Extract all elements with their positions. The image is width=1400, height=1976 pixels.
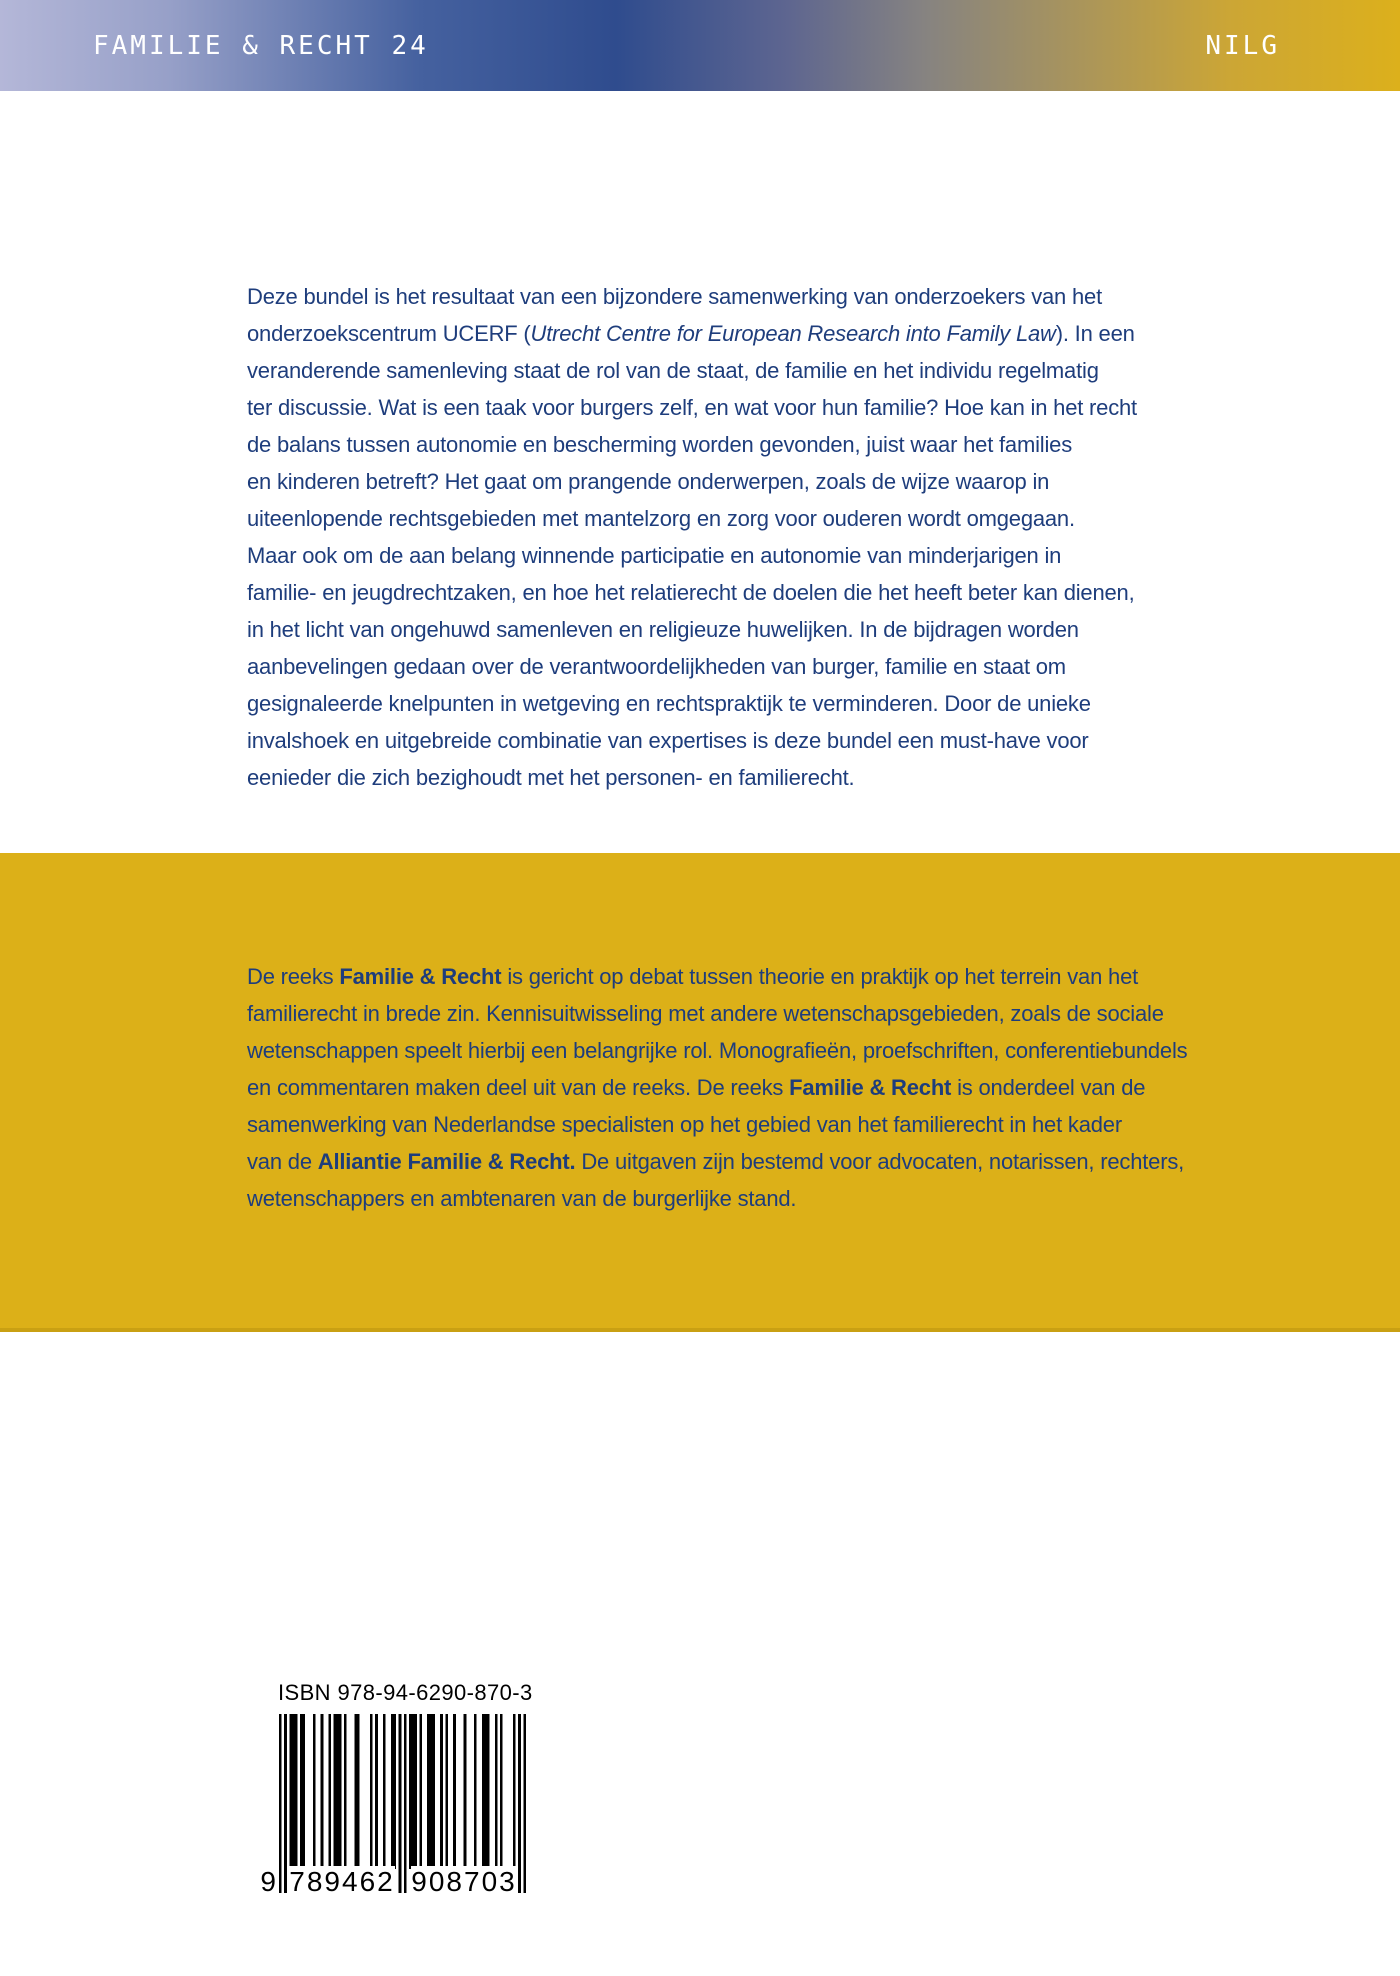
barcode-digit-group1: 789462	[289, 1866, 395, 1897]
header-band	[0, 0, 1400, 91]
barcode-digit-first: 9	[240, 1866, 276, 1898]
text-line: uiteenlopende rechtsgebieden met mantelzorg en zorg voor ouderen wordt omgegaan.	[247, 506, 1075, 531]
series-title: FAMILIE & RECHT 24	[93, 30, 429, 61]
text-line: Deze bundel is het resultaat van een bijzondere samenwerking van onderzoekers van het	[247, 284, 1102, 309]
series-description	[247, 958, 1187, 1217]
text-line: onderzoekscentrum UCERF (Utrecht Centre for European Research into Family Law). In een	[247, 321, 1135, 346]
text-line: de balans tussen autonomie en bescherming worden gevonden, juist waar het families	[247, 432, 1072, 457]
back-cover-blurb	[247, 278, 1137, 796]
text-line: eenieder die zich bezighoudt met het personen- en familierecht.	[247, 765, 855, 790]
text-line: invalshoek en uitgebreide combinatie van expertises is deze bundel een must-have voor	[247, 728, 1089, 753]
text-line: wetenschappers en ambtenaren van de burgerlijke stand.	[247, 1186, 797, 1211]
text-line: in het licht van ongehuwd samenleven en religieuze huwelijken. In de bijdragen worden	[247, 617, 1079, 642]
text-line: familierecht in brede zin. Kennisuitwisseling met andere wetenschapsgebieden, zoals de sociale	[247, 1001, 1164, 1026]
text-line: gesignaleerde knelpunten in wetgeving en rechtspraktijk te verminderen. Door de unieke	[247, 691, 1091, 716]
text-line: veranderende samenleving staat de rol van de staat, de familie en het individu regelmatig	[247, 358, 1099, 383]
text-line: samenwerking van Nederlandse specialisten op het gebied van het familierecht in het kader	[247, 1112, 1122, 1137]
text-line: van de Alliantie Familie & Recht. De uitgaven zijn bestemd voor advocaten, notarissen, rechters,	[247, 1149, 1185, 1174]
publisher-logo: NILG	[1205, 30, 1280, 61]
text-line: aanbevelingen gedaan over de verantwoordelijkheden van burger, familie en staat om	[247, 654, 1066, 679]
text-line: De reeks Familie & Recht is gericht op debat tussen theorie en praktijk op het terrein van het	[247, 964, 1139, 989]
isbn-label: ISBN 978-94-6290-870-3	[278, 1680, 533, 1705]
barcode-digit-group2: 908703	[411, 1866, 517, 1897]
text-line: wetenschappen speelt hierbij een belangrijke rol. Monografieën, proefschriften, conferentiebundels	[247, 1038, 1188, 1063]
text-line: en commentaren maken deel uit van de reeks. De reeks Familie & Recht is onderdeel van de	[247, 1075, 1146, 1100]
text-line: en kinderen betreft? Het gaat om prangende onderwerpen, zoals de wijze waarop in	[247, 469, 1050, 494]
text-line: familie- en jeugdrechtzaken, en hoe het relatierecht de doelen die het heeft beter kan dienen,	[247, 580, 1135, 605]
text-line: Maar ook om de aan belang winnende participatie en autonomie van minderjarigen in	[247, 543, 1062, 568]
text-line: ter discussie. Wat is een taak voor burgers zelf, en wat voor hun familie? Hoe kan in het recht	[247, 395, 1137, 420]
